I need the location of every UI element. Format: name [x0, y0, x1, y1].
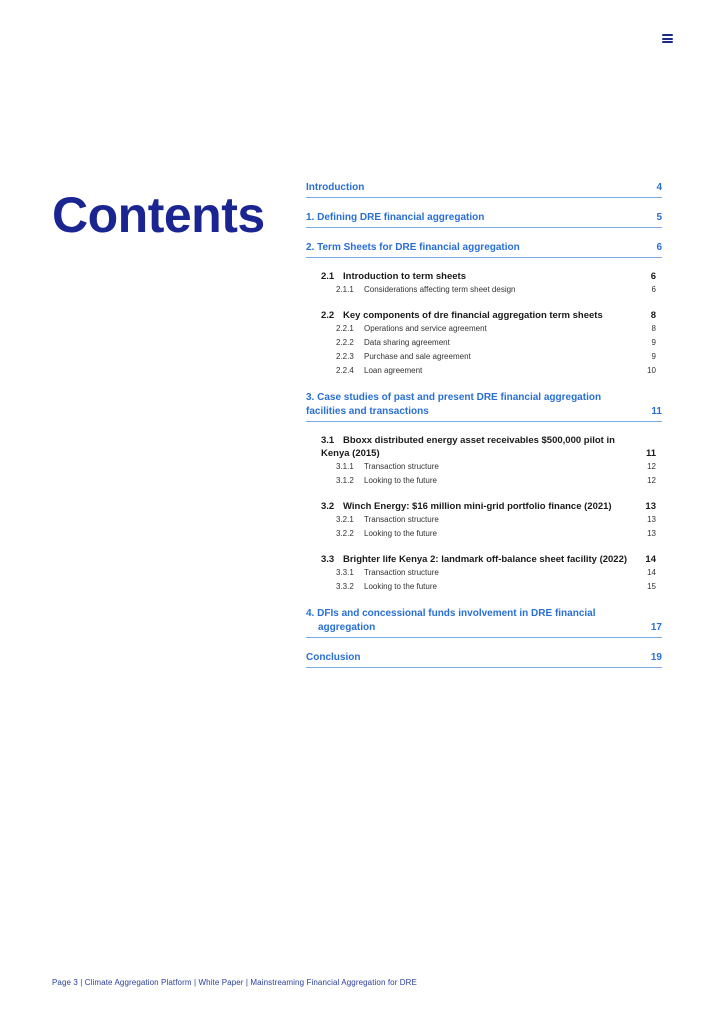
toc-item-3-1-2[interactable] — [306, 474, 662, 488]
menu-bar — [662, 41, 673, 43]
toc-label: Looking to the future — [364, 582, 437, 591]
toc-number: 3.3.1 — [336, 568, 354, 577]
toc-page: 4 — [656, 182, 662, 193]
toc-page: 11 — [651, 406, 662, 417]
table-of-contents — [306, 181, 662, 668]
toc-introduction[interactable] — [306, 181, 662, 198]
toc-label: Looking to the future — [364, 529, 437, 538]
toc-item-3-3-2[interactable] — [306, 580, 662, 594]
toc-label: Transaction structure — [364, 515, 439, 524]
toc-label: Considerations affecting term sheet design — [364, 285, 516, 294]
toc-number: 3.1.1 — [336, 462, 354, 471]
toc-number: 3.1 — [321, 435, 335, 446]
toc-label: Purchase and sale agreement — [364, 352, 471, 361]
hamburger-menu-icon[interactable] — [662, 34, 673, 43]
toc-number: 2.2.1 — [336, 324, 354, 333]
toc-label: Winch Energy: $16 million mini-grid portfolio finance (2021) — [343, 501, 612, 512]
toc-item-2-1-1[interactable] — [306, 283, 662, 297]
toc-label: Loan agreement — [364, 366, 423, 375]
toc-page: 5 — [656, 212, 662, 223]
toc-section-1[interactable] — [306, 211, 662, 228]
toc-item-3-2-1[interactable] — [306, 513, 662, 527]
toc-page: 15 — [647, 582, 656, 591]
toc-label: Key components of dre financial aggregation term sheets — [343, 310, 603, 321]
toc-page: 12 — [647, 462, 656, 471]
menu-bar — [662, 34, 673, 36]
toc-page: 10 — [647, 366, 656, 375]
toc-number: 2.2 — [321, 310, 335, 321]
toc-item-3-3-1[interactable] — [306, 566, 662, 580]
toc-page: 13 — [645, 501, 656, 512]
toc-label: Introduction — [306, 182, 365, 193]
toc-number: 3.3 — [321, 554, 335, 565]
toc-label: Operations and service agreement — [364, 324, 487, 333]
toc-page: 13 — [647, 529, 656, 538]
toc-page: 9 — [651, 352, 656, 361]
toc-label: 1. Defining DRE financial aggregation — [306, 212, 485, 223]
toc-subsection-3-1[interactable] — [306, 434, 662, 460]
toc-page: 12 — [647, 476, 656, 485]
toc-page: 17 — [650, 622, 662, 633]
toc-page: 14 — [647, 568, 656, 577]
toc-item-2-2-4[interactable] — [306, 364, 662, 378]
toc-label-continued: Kenya (2015) — [321, 448, 380, 459]
toc-page: 14 — [645, 554, 656, 565]
page-footer: Page 3 | Climate Aggregation Platform | White Paper | Mainstreaming Financial Aggregation for DRE — [52, 978, 417, 987]
toc-item-2-2-2[interactable] — [306, 336, 662, 350]
toc-number: 3.2.2 — [336, 529, 354, 538]
toc-label: Data sharing agreement — [364, 338, 450, 347]
toc-number: 2.2.3 — [336, 352, 354, 361]
toc-subsection-3-3[interactable] — [306, 553, 662, 566]
toc-item-3-2-2[interactable] — [306, 527, 662, 541]
toc-section-3[interactable] — [306, 391, 662, 422]
toc-page: 8 — [651, 324, 656, 333]
toc-label: Conclusion — [306, 652, 361, 663]
toc-page: 6 — [656, 242, 662, 253]
toc-number: 3.2.1 — [336, 515, 354, 524]
toc-number: 3.1.2 — [336, 476, 354, 485]
toc-number: 3.3.2 — [336, 582, 354, 591]
toc-item-3-1-1[interactable] — [306, 460, 662, 474]
toc-label-continued: aggregation — [318, 622, 376, 633]
toc-number: 2.2.4 — [336, 366, 354, 375]
toc-subsection-2-2[interactable] — [306, 309, 662, 322]
toc-subsection-3-2[interactable] — [306, 500, 662, 513]
toc-number: 2.1 — [321, 271, 335, 282]
toc-page: 8 — [650, 310, 656, 321]
toc-label: 4. DFIs and concessional funds involvement in DRE financial — [306, 608, 596, 619]
toc-conclusion[interactable] — [306, 651, 662, 668]
toc-label: 2. Term Sheets for DRE financial aggregation — [306, 242, 520, 253]
toc-label: Transaction structure — [364, 568, 439, 577]
toc-label: Introduction to term sheets — [343, 271, 466, 282]
toc-page: 19 — [650, 652, 662, 663]
toc-label: Brighter life Kenya 2: landmark off-balance sheet facility (2022) — [343, 554, 628, 565]
toc-page: 6 — [650, 271, 656, 282]
toc-number: 2.2.2 — [336, 338, 354, 347]
toc-page: 6 — [651, 285, 656, 294]
toc-item-2-2-3[interactable] — [306, 350, 662, 364]
toc-section-4[interactable] — [306, 607, 662, 638]
toc-page: 13 — [647, 515, 656, 524]
toc-item-2-2-1[interactable] — [306, 322, 662, 336]
toc-subsection-2-1[interactable] — [306, 270, 662, 283]
toc-label: Looking to the future — [364, 476, 437, 485]
toc-page: 9 — [651, 338, 656, 347]
toc-label: Transaction structure — [364, 462, 439, 471]
toc-page: 11 — [645, 448, 656, 459]
toc-label-continued: facilities and transactions — [306, 406, 429, 417]
toc-label: 3. Case studies of past and present DRE financial aggregation — [306, 392, 602, 403]
page-title: Contents — [52, 187, 265, 243]
toc-label: Bboxx distributed energy asset receivables $500,000 pilot in — [343, 435, 615, 446]
toc-number: 2.1.1 — [336, 285, 354, 294]
toc-number: 3.2 — [321, 501, 335, 512]
menu-bar — [662, 38, 673, 40]
toc-section-2[interactable] — [306, 241, 662, 258]
